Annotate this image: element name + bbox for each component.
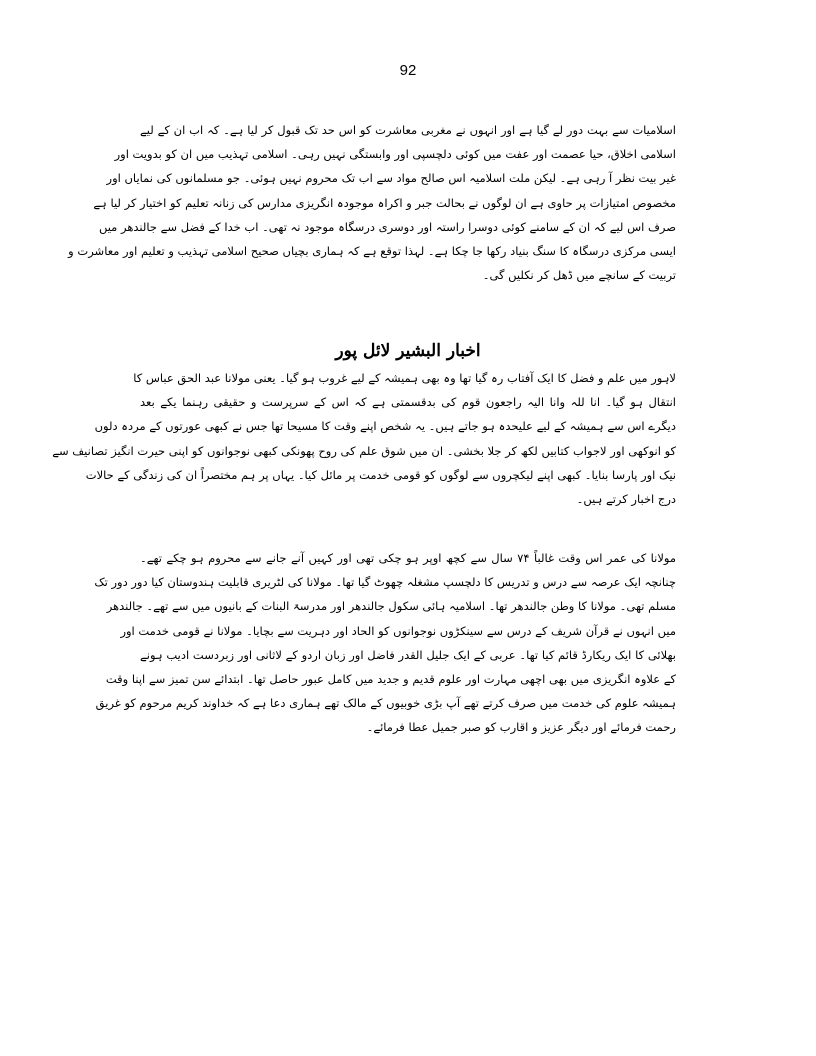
- page-number: 92: [399, 62, 417, 79]
- paragraph-3: [94, 546, 676, 740]
- text-line: چنانچہ ایک عرصہ سے درس و تدریس کا دلچسپ مشغلہ چھوٹ گیا تھا۔ مولانا کی لٹریری قابلیت ہندوستان کیا دور دور تک: [94, 575, 676, 590]
- text-line: کو انوکھی اور لاجواب کتابیں لکھ کر جلا بخشی۔ ان میں شوق علم کی روح پھونکی کبھی نوجوانوں کو اپنی حیرت انگیز تصانیف سے: [52, 443, 676, 458]
- text-line: رحمت فرمائے اور دیگر عزیز و اقارب کو صبر جمیل عطا فرمائے۔: [366, 720, 676, 735]
- text-line: میں انہوں نے قرآن شریف کے درس سے سینکڑوں نوجوانوں کو الحاد اور دہریت سے بچایا۔ مولانا نے قومی خدمت اور: [120, 623, 676, 638]
- paragraph-1: [68, 118, 676, 287]
- text-line: صرف اس لیے کہ ان کے سامنے کوئی دوسرا راستہ اور دوسری درسگاہ موجود نہ تھی۔ اب خدا کے فضل سے جالندھر میں: [98, 219, 676, 234]
- text-line: انتقال ہو گیا۔ انا للہ وانا الیہ راجعون قوم کی بدقسمتی ہے کہ اس کے سرپرست و حقیقی رہنما یکے بعد: [140, 395, 676, 410]
- paragraph-2: [52, 366, 676, 511]
- text-line: نیک اور پارسا بنایا۔ کبھی اپنے لیکچروں سے لوگوں کو قومی خدمت پر مائل کیا۔ یہاں پر ہم مختصراً ان کی زندگی کے حالات: [85, 467, 676, 482]
- text-line: مسلم تھی۔ مولانا کا وطن جالندھر تھا۔ اسلامیہ ہائی سکول جالندھر اور مدرسۃ البنات کے بانیوں میں سے تھے۔ جالندھر: [106, 599, 676, 614]
- text-line: اسلامیات سے بہت دور لے گیا ہے اور انہوں نے مغربی معاشرت کو اس حد تک قبول کر لیا ہے۔ کہ اب ان کے لیے: [140, 123, 676, 137]
- text-line: کے علاوہ انگریزی میں بھی اچھی مہارت اور علوم قدیم و جدید میں کامل عبور حاصل تھا۔ ابتدائے سن تمیز سے اپنا وقت: [105, 671, 676, 686]
- text-line: غیر بیت نظر آ رہی ہے۔ لیکن ملت اسلامیہ اس صالح مواد سے اب تک محروم نہیں ہوئی۔ جو مسلمانوں کی نمایاں اور: [106, 171, 676, 186]
- text-line: درج اخبار کرتے ہیں۔: [576, 491, 676, 506]
- text-line: تربیت کے سانچے میں ڈھل کر نکلیں گی۔: [482, 268, 676, 283]
- text-line: مخصوص امتیازات پر حاوی ہے ان لوگوں نے بحالت جبر و اکراہ موجودہ انگریزی مدارس کی زنانہ تعلیم کو اختیار کر لیا ہے: [93, 195, 676, 210]
- text-line: بھلائی کا ایک ریکارڈ قائم کیا تھا۔ عربی کے ایک جلیل القدر فاضل اور زبان اردو کے لاثانی اور زبردست ادیب ہونے: [140, 647, 676, 662]
- text-line: لاہور میں علم و فضل کا ایک آفتاب رہ گیا تھا وہ بھی ہمیشہ کے لیے غروب ہو گیا۔ یعنی مولانا عبد الحق عباس کا: [133, 371, 676, 385]
- text-line: ہمیشہ علوم کی خدمت میں صرف کرتے تھے آپ بڑی خوبیوں کے مالک تھے ہماری دعا ہے کہ خداوند کریم مرحوم کو غریق: [95, 696, 676, 711]
- text-line: دیگرے اس سے ہمیشہ کے لیے علیحدہ ہو جاتے ہیں۔ یہ شخص اپنے وقت کا مسیحا تھا جس نے کبھی عورتوں کے مردہ دلوں: [94, 419, 676, 434]
- text-line: اسلامی اخلاق، حیا عصمت اور عفت میں کوئی دلچسپی اور وابستگی نہیں رہی۔ اسلامی تہذیب میں ان کو بدویت اور: [114, 147, 676, 162]
- section-heading: اخبار البشیر لائل پور: [335, 341, 481, 361]
- text-line: ایسی مرکزی درسگاہ کا سنگ بنیاد رکھا جا چکا ہے۔ لہذا توقع ہے کہ ہماری بچیاں صحیح اسلامی تہذیب و تعلیم اور معاشرت و: [68, 243, 676, 258]
- text-line: مولانا کی عمر اس وقت غالباً ۷۴ سال سے کچھ اوپر ہو چکی تھی اور کہیں آنے جانے سے محروم ہو چکے تھے۔: [140, 551, 676, 565]
